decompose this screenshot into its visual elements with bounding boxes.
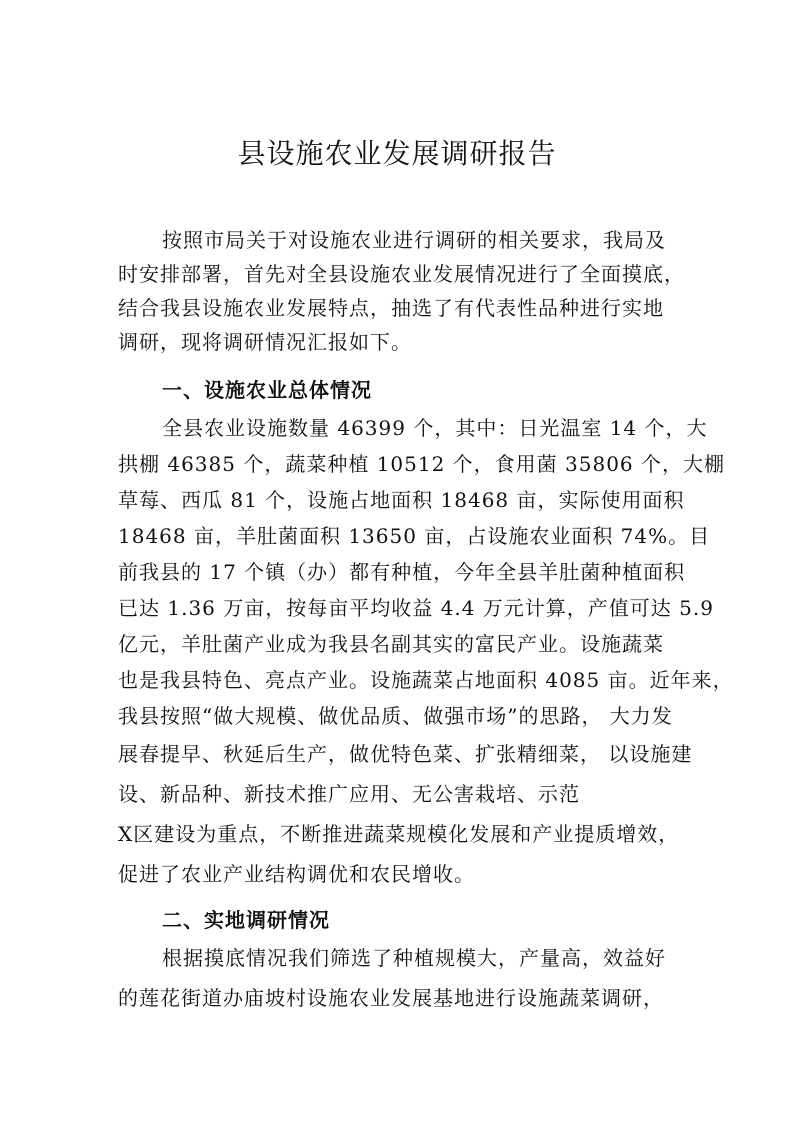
paragraph-line: 也是我县特色、亮点产业。设施蔬菜占地面积 4085 亩。近年来， <box>118 668 734 692</box>
paragraph-line: 调研，现将调研情况汇报如下。 <box>118 330 412 354</box>
paragraph-line: 已达 1.36 万亩，按每亩平均收益 4.4 万元计算，产值可达 5.9 <box>118 596 714 620</box>
paragraph-line: X区建设为重点，不断推进蔬菜规模化发展和产业提质增效， <box>118 822 680 846</box>
paragraph-line: 18468 亩，羊肚菌面积 13650 亩，占设施农业面积 74%。目 <box>118 524 711 548</box>
paragraph-line: 全县农业设施数量 46399 个，其中：日光温室 14 个，大 <box>162 416 708 440</box>
paragraph-line: 根据摸底情况我们筛选了种植规模大，产量高，效益好 <box>162 946 666 970</box>
paragraph-line: 拱棚 46385 个，蔬菜种植 10512 个，食用菌 35806 个，大棚 <box>118 452 726 476</box>
paragraph-line: 促进了农业产业结构调优和农民增收。 <box>118 862 475 886</box>
paragraph-line: 亿元，羊肚菌产业成为我县名副其实的富民产业。设施蔬菜 <box>118 632 664 656</box>
paragraph-line: 的莲花街道办庙坡村设施农业发展基地进行设施蔬菜调研， <box>118 986 664 1010</box>
section-heading-1: 一、设施农业总体情况 <box>162 378 372 402</box>
document-title: 县设施农业发展调研报告 <box>237 137 557 170</box>
paragraph-line: 展春提早、秋延后生产，做优特色菜、扩张精细菜， 以设施建 <box>118 742 693 766</box>
section-heading-2: 二、实地调研情况 <box>162 908 330 932</box>
paragraph-line: 前我县的 17 个镇（办）都有种植，今年全县羊肚菌种植面积 <box>118 560 686 584</box>
paragraph-line: 我县按照“做大规模、做优品质、做强市场”的思路， 大力发 <box>118 704 673 728</box>
paragraph-line: 草莓、西瓜 81 个，设施占地面积 18468 亩，实际使用面积 <box>118 488 685 512</box>
paragraph-line: 设、新品种、新技术推广应用、无公害栽培、示范 <box>118 782 580 806</box>
paragraph-line: 时安排部署，首先对全县设施农业发展情况进行了全面摸底， <box>118 262 685 286</box>
paragraph-line: 结合我县设施农业发展特点，抽选了有代表性品种进行实地 <box>118 296 664 320</box>
paragraph-line: 按照市局关于对设施农业进行调研的相关要求，我局及 <box>162 228 666 252</box>
